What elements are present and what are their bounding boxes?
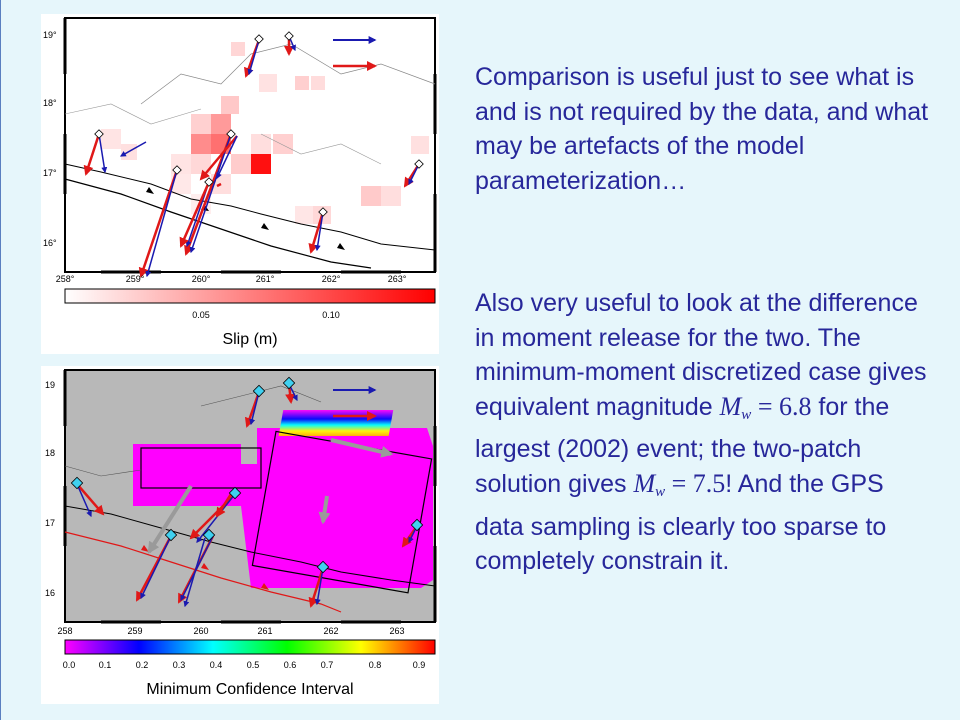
text-run: for the largest (2002) event; the two-patch solution gives <box>475 392 890 498</box>
x-tick: 261° <box>255 274 275 284</box>
y-tick-labels <box>43 30 57 248</box>
x-tick-labels <box>56 274 407 284</box>
slip-colorbar <box>65 289 435 303</box>
y-tick: 18 <box>45 448 56 458</box>
magnitude-minimum-moment: $M_w = 6.8$ <box>719 391 812 423</box>
y-tick: 16° <box>43 238 57 248</box>
colorbar-tick: 0.2 <box>135 660 149 670</box>
x-tick: 260° <box>191 274 211 284</box>
colorbar-tick: 0.1 <box>98 660 112 670</box>
paragraph-text <box>475 286 935 579</box>
x-tick: 258° <box>55 274 75 284</box>
moment-release-paragraph <box>475 286 935 579</box>
slip-map-panel <box>41 14 439 354</box>
x-tick: 259 <box>127 626 143 636</box>
comparison-paragraph <box>475 60 935 198</box>
x-tick-labels <box>57 626 404 636</box>
y-tick: 17° <box>43 168 57 178</box>
colorbar-tick: 0.3 <box>172 660 186 670</box>
x-tick: 259° <box>125 274 145 284</box>
colorbar-tick: 0.9 <box>412 660 426 670</box>
colorbar-ticks <box>63 660 426 670</box>
confidence-map-figure <box>41 366 439 704</box>
colorbar-tick: 0.7 <box>320 660 334 670</box>
colorbar-tick: 0.5 <box>246 660 260 670</box>
y-tick: 19 <box>45 380 56 390</box>
y-tick: 16 <box>45 588 56 598</box>
colorbar-tick: 0.8 <box>368 660 382 670</box>
x-tick: 262 <box>323 626 339 636</box>
x-tick: 260 <box>193 626 209 636</box>
x-tick: 263 <box>389 626 405 636</box>
colorbar-tick: 0.0 <box>62 660 76 670</box>
y-tick: 19° <box>43 30 57 40</box>
y-tick: 17 <box>45 518 56 528</box>
magnitude-two-patch: $M_w = 7.5$ <box>633 468 726 500</box>
text-run: Also very useful to look at the difference in moment release for the two. The minimum-moment discretized case gives equivalent magnitude <box>475 289 927 421</box>
colorbar-tick: 0.6 <box>283 660 297 670</box>
x-tick: 263° <box>387 274 407 284</box>
colorbar-label: Minimum Confidence Interval <box>146 681 354 698</box>
colorbar-label: Slip (m) <box>222 331 278 348</box>
y-tick-labels <box>45 380 55 598</box>
x-tick: 261 <box>257 626 273 636</box>
x-tick: 258 <box>57 626 73 636</box>
colorbar-tick: 0.10 <box>322 310 340 320</box>
confidence-colorbar <box>65 640 435 654</box>
colorbar-tick: 0.4 <box>209 660 223 670</box>
confidence-map-panel <box>41 366 439 704</box>
slip-map-figure <box>41 14 439 354</box>
y-tick: 18° <box>43 98 57 108</box>
colorbar-tick: 0.05 <box>192 310 210 320</box>
paragraph-text: Comparison is useful just to see what is and is not required by the data, and what may be artefacts of the model parameterization… <box>475 63 929 195</box>
text-run: ! And the GPS data sampling is clearly too sparse to completely constrain it. <box>475 469 887 576</box>
x-tick: 262° <box>321 274 341 284</box>
